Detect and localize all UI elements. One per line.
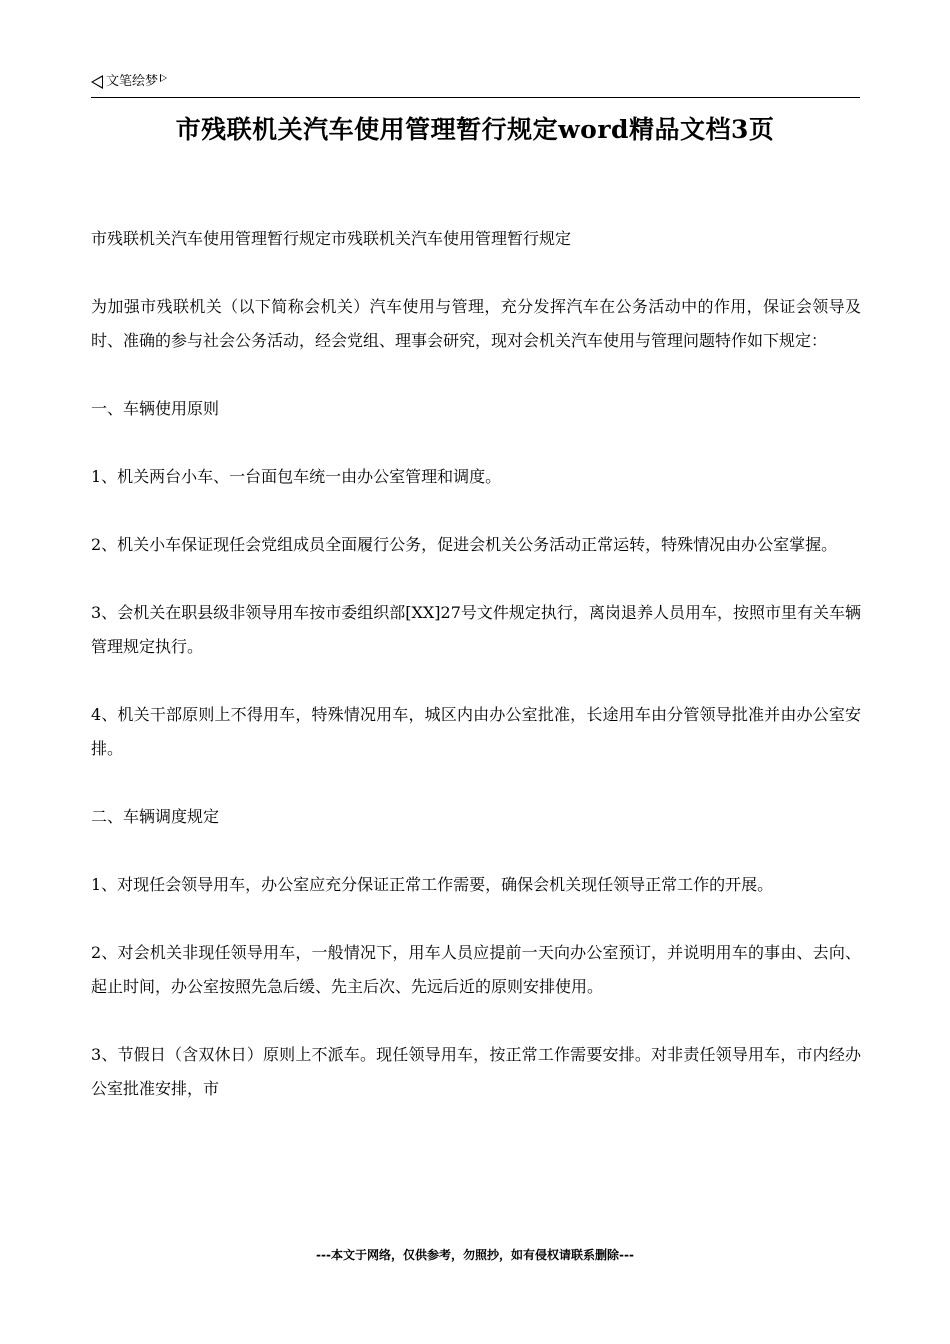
paragraph: 4、机关干部原则上不得用车，特殊情况用车，城区内由办公室批准，长途用车由分管领导批准并由办公室安排。 xyxy=(91,705,861,758)
section-heading: 二、车辆调度规定 xyxy=(91,807,220,826)
page-footer: ---本文于网络，仅供参考，勿照抄，如有侵权请联系删除--- xyxy=(316,1248,634,1262)
page-header xyxy=(91,73,860,98)
paragraph: 3、节假日（含双休日）原则上不派车。现任领导用车，按正常工作需要安排。对非责任领导用车，市内经办公室批准安排，市 xyxy=(91,1045,861,1098)
triangle-right-icon xyxy=(160,74,167,82)
document-title: 市残联机关汽车使用管理暂行规定word精品文档3页 xyxy=(175,115,775,144)
document-body xyxy=(91,222,861,1140)
paragraph: 1、机关两台小车、一台面包车统一由办公室管理和调度。 xyxy=(91,467,502,486)
header-brand: 文笔绘梦 xyxy=(106,74,159,89)
paragraph: 3、会机关在职县级非领导用车按市委组织部[XX]27号文件规定执行，离岗退养人员用车，按照市里有关车辆管理规定执行。 xyxy=(91,603,861,656)
paragraph: 为加强市残联机关（以下简称会机关）汽车使用与管理，充分发挥汽车在公务活动中的作用，保证会领导及时、准确的参与社会公务活动，经会党组、理事会研究，现对会机关汽车使用与管理问题特作如下规定： xyxy=(91,297,861,350)
paragraph: 市残联机关汽车使用管理暂行规定市残联机关汽车使用管理暂行规定 xyxy=(91,229,572,248)
paragraph: 2、机关小车保证现任会党组成员全面履行公务，促进会机关公务活动正常运转，特殊情况由办公室掌握。 xyxy=(91,535,838,554)
section-heading: 一、车辆使用原则 xyxy=(91,399,220,418)
paragraph: 1、对现任会领导用车，办公室应充分保证正常工作需要，确保会机关现任领导正常工作的开展。 xyxy=(91,875,774,894)
paragraph: 2、对会机关非现任领导用车，一般情况下，用车人员应提前一天向办公室预订，并说明用车的事由、去向、起止时间，办公室按照先急后缓、先主后次、先远后近的原则安排使用。 xyxy=(91,943,861,996)
triangle-left-icon xyxy=(91,75,103,89)
